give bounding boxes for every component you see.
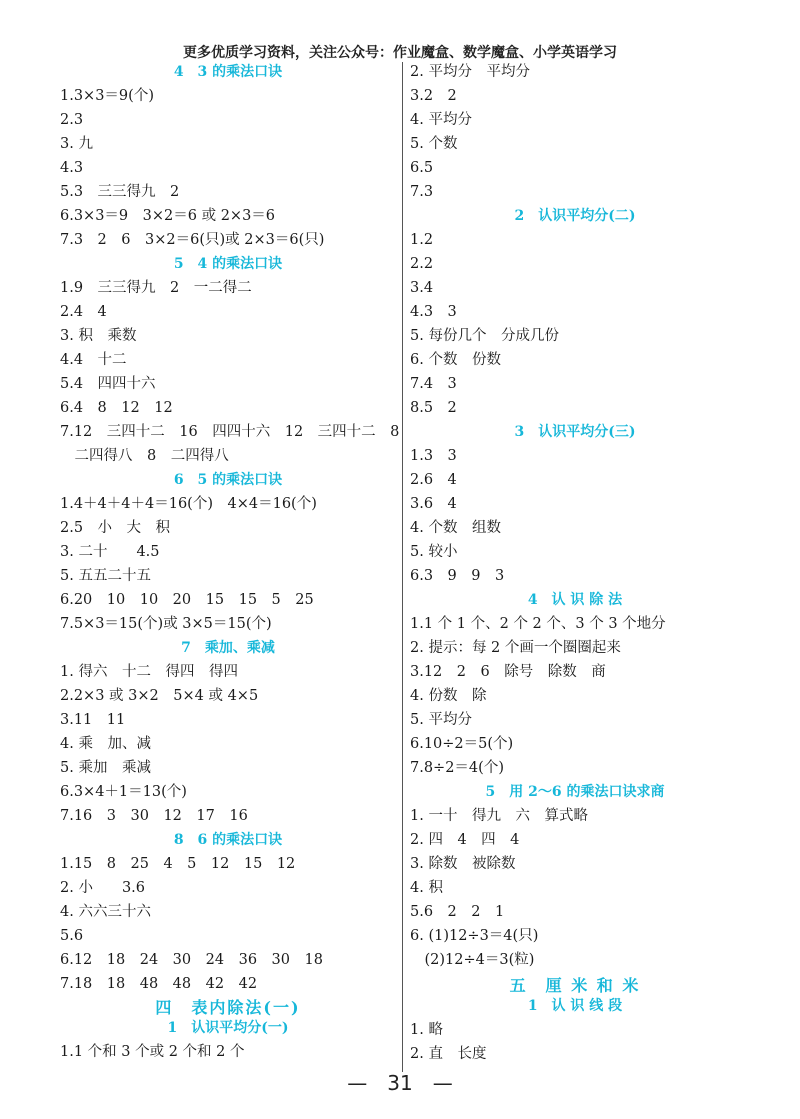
answer-line: 2.5 小 大 积 <box>60 520 171 536</box>
answer-line: 1. 一十 得九 六 算式略 <box>410 808 588 824</box>
answer-line: 3. 积 乘数 <box>60 328 137 344</box>
unit-heading: 五 厘 米 和 米 <box>509 976 641 995</box>
section-heading: 6 5 的乘法口诀 <box>173 472 283 488</box>
answer-line: 3.4 <box>410 280 434 296</box>
answer-line: 3.12 2 6 除号 除数 商 <box>410 664 606 680</box>
section-heading: 2 认识平均分(二) <box>514 208 636 224</box>
answer-line: 4. 个数 组数 <box>410 520 501 536</box>
answer-line: 2. 小 3.6 <box>60 880 146 896</box>
answer-line: 2.6 4 <box>410 472 457 488</box>
answer-line: 1. 略 <box>410 1022 443 1038</box>
answer-line: 6.5 <box>410 160 434 176</box>
answer-line: 6.10÷2＝5(个) <box>410 736 514 752</box>
answer-line: 3. 九 <box>60 136 93 152</box>
answer-line: 1.15 8 25 4 5 12 15 12 <box>60 856 296 872</box>
answer-line: 3. 除数 被除数 <box>410 856 516 872</box>
answer-line: 5. 平均分 <box>410 712 472 728</box>
answer-line: 5. 较小 <box>410 544 458 560</box>
answer-line: 2.2 <box>410 256 434 272</box>
answer-line: (2)12÷4＝3(粒) <box>410 952 535 968</box>
answer-line: 6. 个数 份数 <box>410 352 501 368</box>
answer-line: 7.3 2 6 3×2＝6(只)或 2×3＝6(只) <box>60 232 325 248</box>
column-divider <box>402 62 403 1072</box>
section-heading: 5 用 2～6 的乘法口诀求商 <box>485 784 665 800</box>
answer-line: 7.18 18 48 48 42 42 <box>60 976 258 992</box>
answer-line: 6.12 18 24 30 24 36 30 18 <box>60 952 323 968</box>
answer-line: 5.3 三三得九 2 <box>60 184 180 200</box>
answer-line: 6.20 10 10 20 15 15 5 25 <box>60 592 314 608</box>
answer-line: 4. 乘 加、减 <box>60 736 151 752</box>
answer-line: 5.6 <box>60 928 84 944</box>
answer-line: 3.2 2 <box>410 88 457 104</box>
promo-banner: 更多优质学习资料，关注公众号：作业魔盒、数学魔盒、小学英语学习 <box>183 45 617 61</box>
section-heading: 1 认识平均分(一) <box>167 1020 289 1036</box>
section-heading: 5 4 的乘法口诀 <box>173 256 283 272</box>
answer-line: 4. 平均分 <box>410 112 472 128</box>
page-number: — 31 — <box>347 1071 453 1095</box>
answer-line: 2. 提示：每 2 个画一个圈圈起来 <box>410 640 621 656</box>
answer-line: 6.3×4＋1＝13(个) <box>60 784 187 800</box>
answer-line: 7.5×3＝15(个)或 3×5＝15(个) <box>60 616 272 632</box>
answer-line: 2. 四 4 四 4 <box>410 832 520 848</box>
unit-heading: 四 表内除法(一) <box>155 998 301 1017</box>
answer-line: 1.1 个和 3 个或 2 个和 2 个 <box>60 1044 245 1060</box>
answer-line: 4. 份数 除 <box>410 688 487 704</box>
answer-line: 7.12 三四十二 16 四四十六 12 三四十二 8 <box>60 424 400 440</box>
section-heading: 4 3 的乘法口诀 <box>173 64 283 80</box>
answer-line: 1.4＋4＋4＋4＝16(个) 4×4＝16(个) <box>60 496 317 512</box>
answer-line: 7.8÷2＝4(个) <box>410 760 504 776</box>
answer-line: 7.3 <box>410 184 434 200</box>
answer-line: 1.3×3＝9(个) <box>60 88 154 104</box>
answer-line: 3.6 4 <box>410 496 457 512</box>
answer-line: 4.3 3 <box>410 304 457 320</box>
section-heading: 4 认 识 除 法 <box>527 592 623 608</box>
answer-line: 2.4 4 <box>60 304 107 320</box>
answer-line: 2. 平均分 平均分 <box>410 64 530 80</box>
answer-line: 6.3 9 9 3 <box>410 568 505 584</box>
section-heading: 8 6 的乘法口诀 <box>173 832 283 848</box>
answer-line: 8.5 2 <box>410 400 457 416</box>
answer-line: 5.6 2 2 1 <box>410 904 505 920</box>
answer-line: 2. 直 长度 <box>410 1046 487 1062</box>
answer-line: 6. (1)12÷3＝4(只) <box>410 928 539 944</box>
answer-line: 7.16 3 30 12 17 16 <box>60 808 248 824</box>
answer-line: 2.3 <box>60 112 84 128</box>
answer-line: 5. 个数 <box>410 136 458 152</box>
answer-line: 1.9 三三得九 2 一二得二 <box>60 280 252 296</box>
answer-line: 二四得八 8 二四得八 <box>60 448 229 464</box>
section-heading: 3 认识平均分(三) <box>514 424 636 440</box>
answer-line: 5.4 四四十六 <box>60 376 156 392</box>
answer-line: 4. 六六三十六 <box>60 904 151 920</box>
answer-line: 7.4 3 <box>410 376 457 392</box>
answer-line: 5. 每份几个 分成几份 <box>410 328 559 344</box>
answer-line: 1.3 3 <box>410 448 457 464</box>
answer-line: 3. 二十 4.5 <box>60 544 160 560</box>
answer-line: 3.11 11 <box>60 712 126 728</box>
answer-line: 6.3×3＝9 3×2＝6 或 2×3＝6 <box>60 208 276 224</box>
section-heading: 7 乘加、乘减 <box>181 640 275 656</box>
answer-line: 1.1 个 1 个、2 个 2 个、3 个 3 个地分 <box>410 616 666 632</box>
answer-line: 6.4 8 12 12 <box>60 400 173 416</box>
answer-line: 1. 得六 十二 得四 得四 <box>60 664 238 680</box>
answer-line: 5. 五五二十五 <box>60 568 151 584</box>
answer-line: 4. 积 <box>410 880 443 896</box>
answer-line: 2.2×3 或 3×2 5×4 或 4×5 <box>60 688 259 704</box>
answer-line: 4.4 十二 <box>60 352 127 368</box>
answer-line: 1.2 <box>410 232 434 248</box>
answer-line: 5. 乘加 乘减 <box>60 760 151 776</box>
section-heading: 1 认 识 线 段 <box>527 998 623 1014</box>
answer-line: 4.3 <box>60 160 84 176</box>
